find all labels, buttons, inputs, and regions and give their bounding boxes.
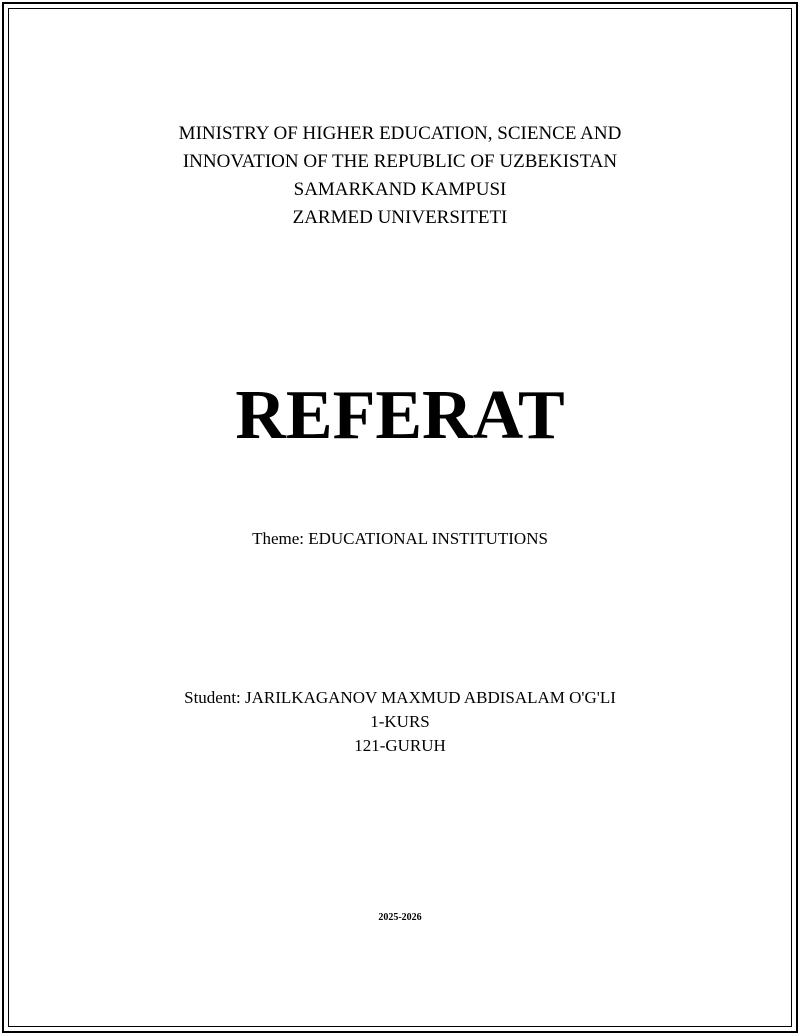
institution-line-1: MINISTRY OF HIGHER EDUCATION, SCIENCE AND [178, 123, 622, 144]
student-group: 121-GURUH [354, 736, 446, 755]
document-theme: Theme: EDUCATIONAL INSTITUTIONS [252, 529, 548, 548]
academic-year: 2025-2026 [378, 912, 422, 923]
student-course: 1-KURS [370, 712, 430, 731]
institution-line-4: ZARMED UNIVERSITETI [292, 207, 508, 228]
document-title: REFERAT [235, 377, 565, 454]
student-name: Student: JARILKAGANOV MAXMUD ABDISALAM O'G'LI [184, 688, 616, 707]
institution-line-2: INNOVATION OF THE REPUBLIC OF UZBEKISTAN [182, 151, 618, 172]
institution-line-3: SAMARKAND KAMPUSI [293, 179, 507, 200]
